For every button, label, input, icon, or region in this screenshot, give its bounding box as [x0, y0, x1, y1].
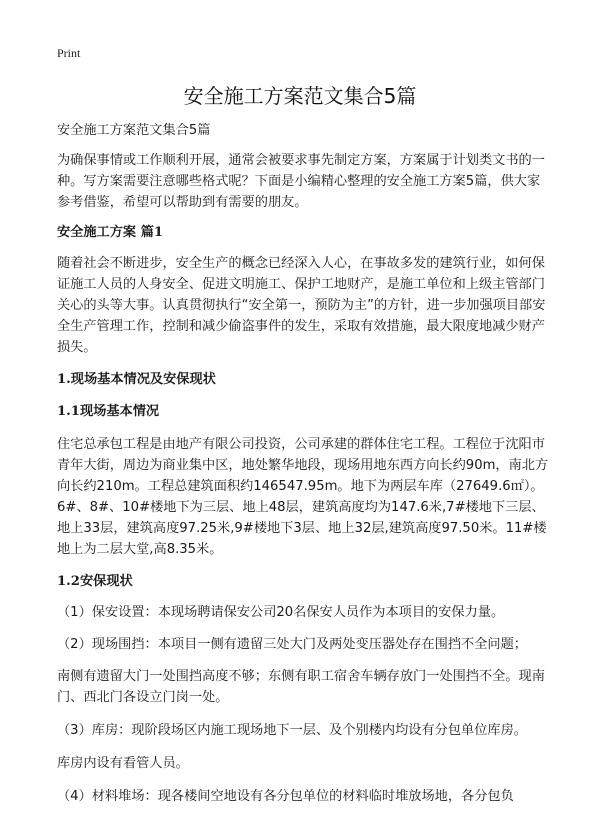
section-1-paragraph: 随着社会不断进步，安全生产的概念已经深入人心，在事故多发的建筑行业，如何保证施工人员的人身安全、促进文明施工、保护工地财产，是施工单位和上级主管部门关心的头等大事。认真贯彻执行“安全第一，预防为主”的方针，进一步加强项目部安全生产管理工作，控制和减少偷盗事件的发生，采取有效措施，最大限度地减少财产损失。	[57, 256, 546, 355]
list-item: （4）材料堆场：现各楼间空地设有各分包单位的材料临时堆放场地，各分包负	[57, 789, 514, 804]
basic-info-paragraph: 住宅总承包工程是由地产有限公司投资，公司承建的群体住宅工程。工程位于沈阳市青年大街，周边为商业集中区，地处繁华地段，现场用地东西方向长约90m，南北方向长约210m。工程总建筑面积约146547.95m。地下为两层车库（27649.6㎡）。6#、8#、10#楼地下为三层、地上48层，建筑高度均为147.6米,7#楼地下三层、地上33层，建筑高度97.25米,9#楼地下3层、地上32层,建筑高度97.50米。11#楼地上为二层大堂,高8.35米。	[57, 437, 549, 557]
page-title: 安全施工方案范文集合5篇	[183, 84, 417, 108]
list-item: 南侧有遗留大门一处围挡高度不够；东侧有职工宿舍车辆存放门一处围挡不全。现南门、西北门各设立门岗一处。	[57, 669, 545, 705]
heading-basic-info: 1.1现场基本情况	[57, 404, 160, 419]
print-label: Print	[57, 46, 81, 60]
list-item: （3）库房：现阶段场区内施工现场地下一层、及个别楼内均设有分包单位库房。	[57, 723, 527, 738]
section-heading-1: 安全施工方案 篇1	[57, 225, 164, 240]
heading-site-overview: 1.现场基本情况及安保现状	[57, 372, 216, 387]
document-subtitle: 安全施工方案范文集合5篇	[57, 123, 211, 138]
document-body	[57, 120, 550, 807]
list-item: （1）保安设置：本现场聘请保安公司20名保安人员作为本项目的安保力量。	[57, 605, 505, 620]
intro-paragraph: 为确保事情或工作顺利开展，通常会被要求事先制定方案，方案属于计划类文书的一种。写方案需要注意哪些格式呢？下面是小编精心整理的安全施工方案5篇，供大家参考借鉴，希望可以帮助到有需要的朋友。	[57, 153, 545, 210]
list-item: （2）现场围挡：本项目一侧有遗留三处大门及两处变压器处存在围挡不全问题；	[57, 637, 527, 652]
heading-security-status: 1.2安保现状	[57, 574, 133, 589]
list-item: 库房内设有看管人员。	[57, 756, 189, 771]
